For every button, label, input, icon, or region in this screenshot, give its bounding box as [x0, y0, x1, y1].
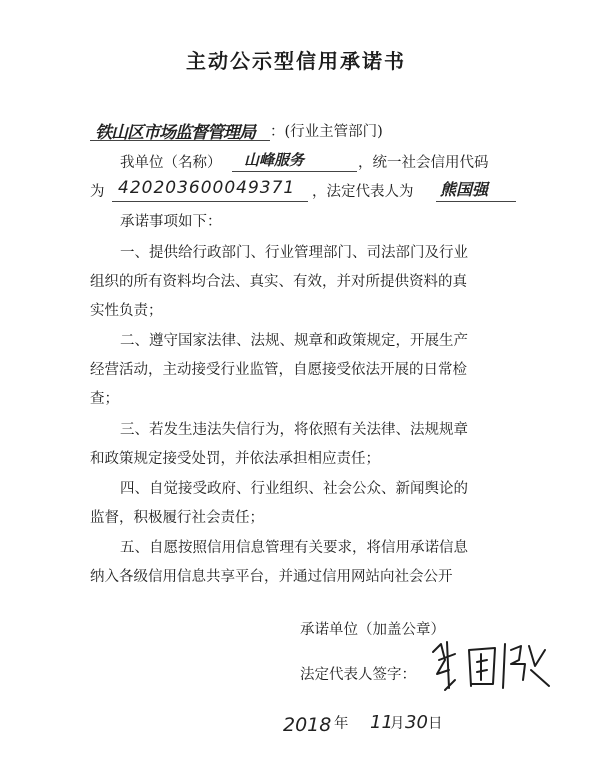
item-5-line-2: 纳入各级信用信息共享平台，并通过信用网站向社会公开	[90, 569, 453, 585]
item-3-line-1: 三、若发生违法失信行为，将依照有关法律、法规规章	[120, 422, 468, 438]
date-month-char: 月	[390, 716, 405, 732]
legal-rep-underline	[436, 201, 516, 202]
item-1-line-2: 组织的所有资料均合法、真实、有效，并对所提供资料的真	[90, 274, 467, 290]
credit-code-label: ，统一社会信用代码	[358, 155, 489, 171]
unit-prefix: 我单位（名称）	[120, 155, 222, 171]
item-2-line-2: 经营活动，主动接受行业监管，自愿接受依法开展的日常检	[90, 362, 467, 378]
signature-label: 法定代表人签字：	[300, 667, 416, 683]
credit-code-underline	[112, 201, 308, 202]
date-day-char: 日	[428, 716, 443, 732]
date-month: 11	[370, 712, 393, 733]
item-4-line-1: 四、自觉接受政府、行业组织、社会公众、新闻舆论的	[120, 481, 468, 497]
item-5-line-1: 五、自愿按照信用信息管理有关要求，将信用承诺信息	[120, 540, 468, 556]
item-1-line-1: 一、提供给行政部门、行业管理部门、司法部门及行业	[120, 245, 468, 261]
item-2-line-1: 二、遵守国家法律、法规、规章和政策规定，开展生产	[120, 333, 468, 349]
date-day: 30	[405, 712, 428, 733]
seal-label: 承诺单位（加盖公章）	[300, 622, 445, 638]
item-2-line-3: 查；	[90, 391, 119, 407]
credit-code-handwritten: 420203600049371	[118, 178, 296, 198]
credit-prefix: 为	[90, 184, 105, 200]
unit-name-handwritten: 山峰服务	[244, 151, 305, 169]
item-3-line-2: 和政策规定接受处罚，并依法承担相应责任；	[90, 451, 380, 467]
items-heading: 承诺事项如下：	[120, 214, 222, 230]
date-year-char: 年	[334, 716, 349, 732]
signature-scribble	[425, 630, 555, 700]
authority-suffix: ：(行业主管部门)	[270, 124, 383, 140]
legal-rep-label: ，法定代表人为	[312, 184, 414, 200]
date-year: 2018	[283, 714, 332, 736]
item-4-line-2: 监督，积极履行社会责任；	[90, 510, 264, 526]
document-title: 主动公示型信用承诺书	[186, 49, 406, 73]
authority-handwritten: 铁山区市场监督管理局	[95, 123, 255, 143]
legal-rep-handwritten: 熊国强	[440, 180, 489, 199]
authority-underline	[90, 140, 270, 141]
item-1-line-3: 实性负责；	[90, 303, 163, 319]
unit-name-underline	[232, 171, 357, 172]
